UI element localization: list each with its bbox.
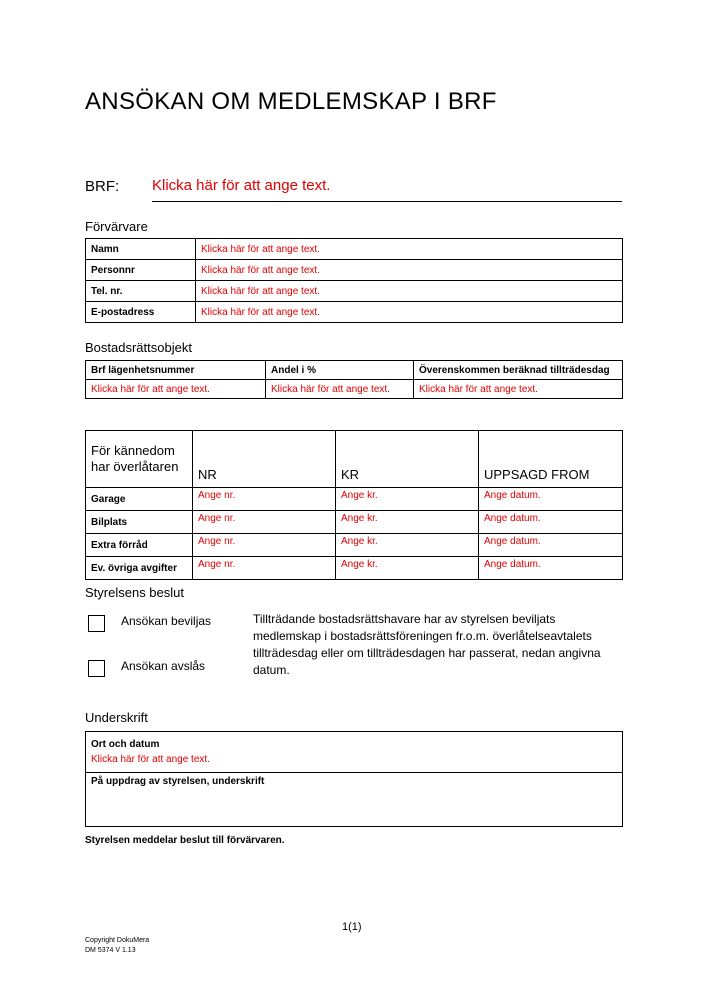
signature-cell[interactable] [86,773,623,827]
table-row [86,511,623,534]
approve-checkbox[interactable] [88,615,105,632]
email-label: E-postadress [86,302,196,323]
reject-checkbox[interactable] [88,660,105,677]
personnr-field[interactable]: Klicka här för att ange text. [196,260,623,281]
table-row [86,557,623,580]
table-row [86,361,623,380]
phone-field[interactable]: Klicka här för att ange text. [196,281,623,302]
copyright-block [85,936,149,956]
bilplats-date-field[interactable]: Ange datum. [479,511,623,534]
garage-kr-field[interactable]: Ange kr. [336,488,479,511]
share-header: Andel i % [266,361,414,380]
fees-header-first: För kännedom har överlåtaren [86,431,193,488]
table-row [86,260,623,281]
brf-underline [152,201,622,202]
table-row [86,732,623,773]
ort-datum-label: Ort och datum [91,739,160,750]
garage-label: Garage [86,488,193,511]
apartment-number-header: Brf lägenhetsnummer [86,361,266,380]
garage-nr-field[interactable]: Ange nr. [193,488,336,511]
signature-label: På uppdrag av styrelsen, underskrift [91,776,265,787]
phone-label: Tel. nr. [86,281,196,302]
share-field[interactable]: Klicka här för att ange text. [266,380,414,399]
forvarvare-heading: Förvärvare [85,219,148,234]
forvarvare-table [85,238,623,323]
brf-input[interactable]: Klicka här för att ange text. [152,177,331,194]
bilplats-nr-field[interactable]: Ange nr. [193,511,336,534]
nr-header: NR [193,431,336,488]
table-row [86,239,623,260]
forrad-kr-field[interactable]: Ange kr. [336,534,479,557]
fees-table [85,430,623,580]
forrad-nr-field[interactable]: Ange nr. [193,534,336,557]
table-row [86,281,623,302]
forrad-label: Extra förråd [86,534,193,557]
table-row [86,534,623,557]
ort-datum-cell [86,732,623,773]
ovriga-kr-field[interactable]: Ange kr. [336,557,479,580]
copyright-text: Copyright DokuMera [85,937,150,944]
brf-label: BRF: [85,178,120,195]
email-field[interactable]: Klicka här för att ange text. [196,302,623,323]
bostad-heading: Bostadsrättsobjekt [85,340,192,355]
ovriga-nr-field[interactable]: Ange nr. [193,557,336,580]
bostad-table [85,360,623,399]
beslut-heading: Styrelsens beslut [85,585,184,600]
uppsagd-header: UPPSAGD FROM [479,431,623,488]
underskrift-table [85,731,623,827]
apartment-number-field[interactable]: Klicka här för att ange text. [86,380,266,399]
underskrift-heading: Underskrift [85,710,148,725]
name-field[interactable]: Klicka här för att ange text. [196,239,623,260]
forrad-date-field[interactable]: Ange datum. [479,534,623,557]
table-row [86,773,623,827]
ovriga-date-field[interactable]: Ange datum. [479,557,623,580]
table-row [86,380,623,399]
reject-label: Ansökan avslås [121,659,206,673]
bilplats-kr-field[interactable]: Ange kr. [336,511,479,534]
name-label: Namn [86,239,196,260]
table-row [86,488,623,511]
ovriga-label: Ev. övriga avgifter [86,557,193,580]
ort-datum-field[interactable]: Klicka här för att ange text. [91,754,210,765]
access-date-field[interactable]: Klicka här för att ange text. [414,380,623,399]
kr-header: KR [336,431,479,488]
decision-text: Tillträdande bostadsrättshavare har av styrelsen beviljats medlemskap i bostadsrättsföreningen fr.o.m. överlåtelseavtalets tillträdesdag eller om tillträdesdagen har passerat, nedan angivna datum. [253,612,601,677]
access-date-header: Överenskommen beräknad tillträdesdag [414,361,623,380]
footer-note: Styrelsen meddelar beslut till förvärvaren. [85,835,285,846]
document-id: DM 5374 V 1.13 [85,947,136,954]
approve-label: Ansökan beviljas [121,614,212,628]
table-row [86,431,623,488]
page-number: 1(1) [342,921,362,933]
personnr-label: Personnr [86,260,196,281]
garage-date-field[interactable]: Ange datum. [479,488,623,511]
page-title: ANSÖKAN OM MEDLEMSKAP I BRF [85,88,497,115]
bilplats-label: Bilplats [86,511,193,534]
table-row [86,302,623,323]
